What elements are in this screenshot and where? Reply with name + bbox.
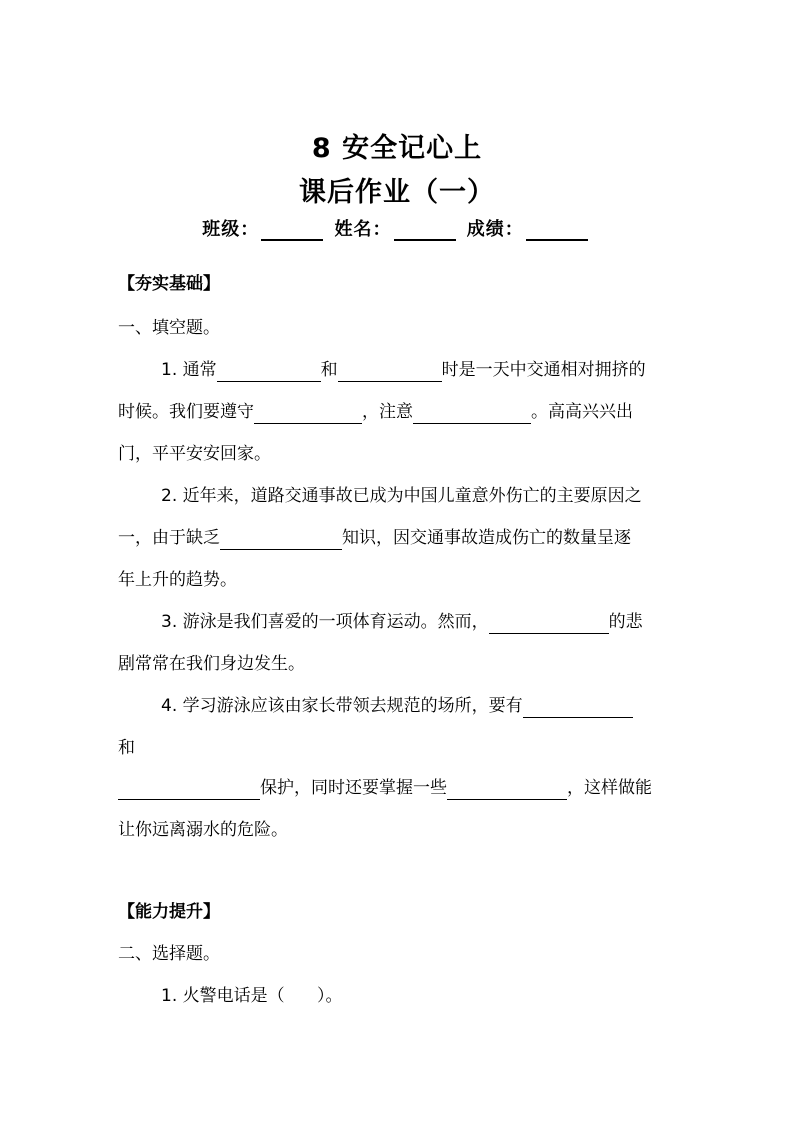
blank xyxy=(254,406,362,424)
q4-line4: 让你远离溺水的危险。 xyxy=(118,820,288,840)
q1-line3: 门，平平安安回家。 xyxy=(118,444,271,464)
score-label: 成绩： xyxy=(466,219,524,240)
blank xyxy=(413,406,531,424)
class-blank xyxy=(261,221,323,241)
name-blank xyxy=(394,221,456,241)
part-heading-fill-blank: 一、填空题。 xyxy=(118,318,220,338)
blank xyxy=(447,782,567,800)
homework-title: 课后作业（一） xyxy=(299,177,495,208)
q4-line2: 和 xyxy=(118,738,135,758)
name-label: 姓名： xyxy=(334,219,392,240)
class-label: 班级： xyxy=(202,219,260,240)
blank xyxy=(220,532,342,550)
student-info-row xyxy=(0,215,794,241)
section-heading-improve: 【能力提升】 xyxy=(118,902,220,922)
q1-line2: 时候。我们要遵守 ，注意 。高高兴兴出 xyxy=(118,402,633,422)
lesson-title: 8 安全记心上 xyxy=(311,133,483,164)
blank xyxy=(489,616,609,634)
part-heading-multiple-choice: 二、选择题。 xyxy=(118,944,220,964)
q2-line3: 年上升的趋势。 xyxy=(118,570,237,590)
score-blank xyxy=(526,221,588,241)
blank xyxy=(523,700,633,718)
q2-line1: 2. 近年来，道路交通事故已成为中国儿童意外伤亡的主要原因之 xyxy=(161,486,642,506)
q1-line1: 1. 通常 和 时是一天中交通相对拥挤的 xyxy=(161,360,646,380)
q4-line1: 4. 学习游泳应该由家长带领去规范的场所，要有 xyxy=(161,694,633,718)
q3-line1: 3. 游泳是我们喜爱的一项体育运动。然而， 的悲 xyxy=(161,612,643,632)
mc-q1: 1. 火警电话是（ ）。 xyxy=(161,986,343,1006)
q3-line2: 剧常常在我们身边发生。 xyxy=(118,654,305,674)
blank xyxy=(118,782,260,800)
section-heading-basics: 【夯实基础】 xyxy=(118,274,220,294)
blank xyxy=(338,364,442,382)
q4-line3: 保护，同时还要掌握一些 ，这样做能 xyxy=(118,776,652,800)
blank xyxy=(217,364,321,382)
q2-line2: 一，由于缺乏 知识，因交通事故造成伤亡的数量呈逐 xyxy=(118,528,631,548)
